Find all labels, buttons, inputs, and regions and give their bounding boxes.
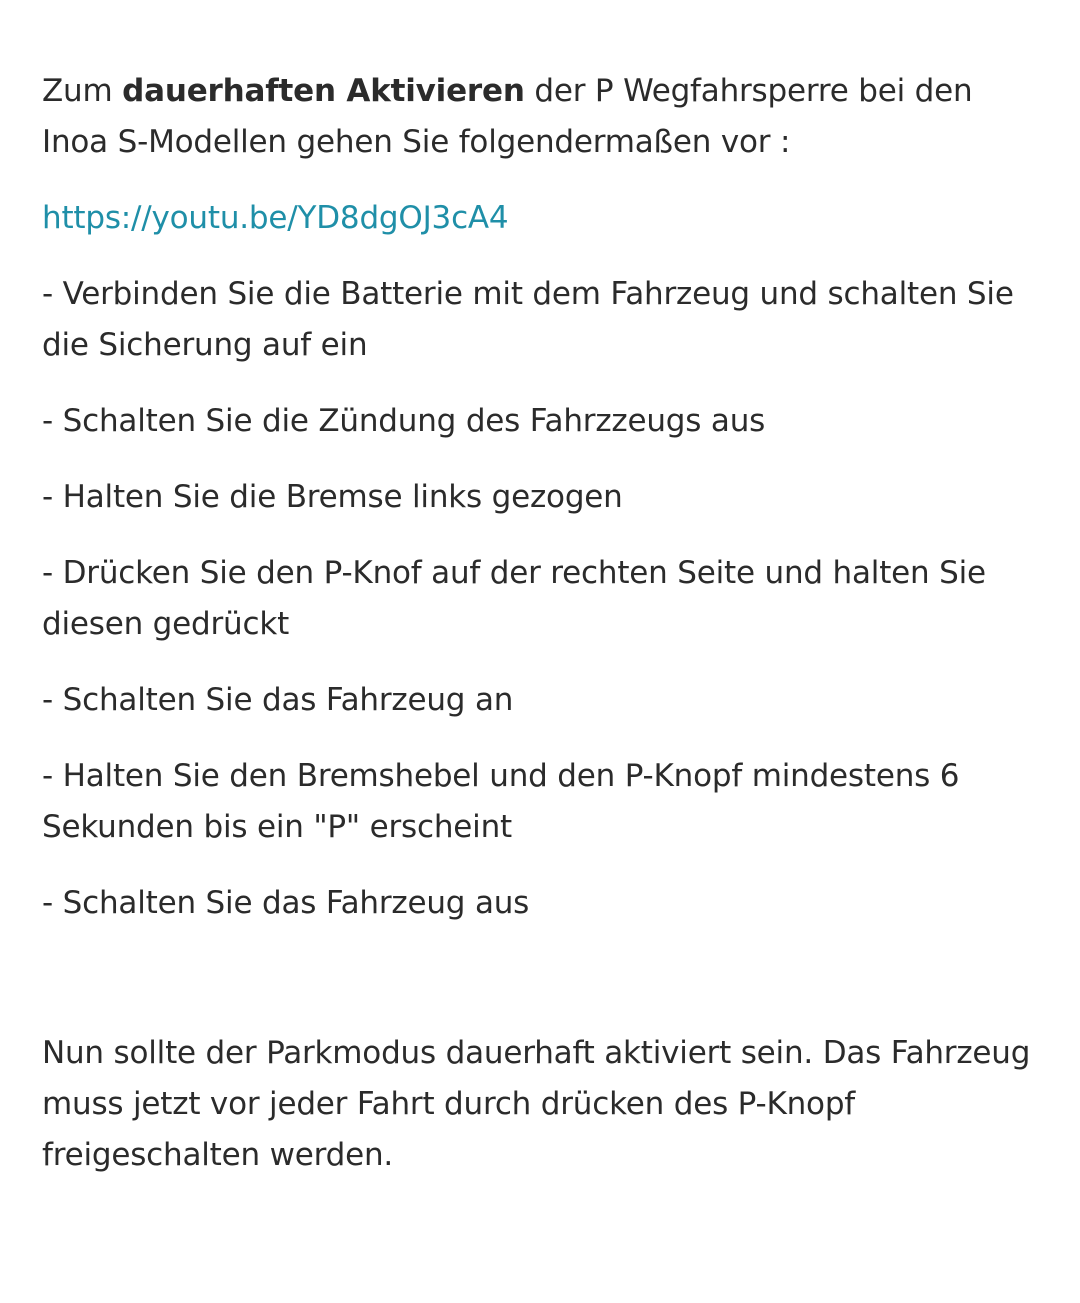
conclusion-paragraph: Nun sollte der Parkmodus dauerhaft aktiviert sein. Das Fahrzeug muss jetzt vor jeder Fahrt durch drücken des P-Knopf freigeschalten werden.	[42, 1035, 1031, 1173]
step-1: - Verbinden Sie die Batterie mit dem Fahrzeug und schalten Sie die Sicherung auf ein	[42, 276, 1014, 363]
step-4: - Drücken Sie den P-Knof auf der rechten Seite und halten Sie diesen gedrückt	[42, 555, 986, 642]
step-7: - Schalten Sie das Fahrzeug aus	[42, 885, 530, 921]
intro-suffix: der P Wegfahrsperre bei den Inoa S-Modellen gehen Sie folgendermaßen vor :	[42, 73, 973, 160]
step-2: - Schalten Sie die Zündung des Fahrzzeugs aus	[42, 403, 766, 439]
step-3: - Halten Sie die Bremse links gezogen	[42, 479, 623, 515]
instructions-document	[42, 66, 1042, 1206]
intro-paragraph	[42, 66, 1042, 168]
video-link-paragraph	[42, 193, 1042, 244]
youtube-link[interactable]: https://youtu.be/YD8dgOJ3cA4	[42, 200, 509, 236]
intro-bold-text: dauerhaften Aktivieren	[122, 73, 525, 109]
intro-prefix: Zum	[42, 73, 123, 109]
step-6: - Halten Sie den Bremshebel und den P-Knopf mindestens 6 Sekunden bis ein "P" erscheint	[42, 758, 960, 845]
step-5: - Schalten Sie das Fahrzeug an	[42, 682, 514, 718]
